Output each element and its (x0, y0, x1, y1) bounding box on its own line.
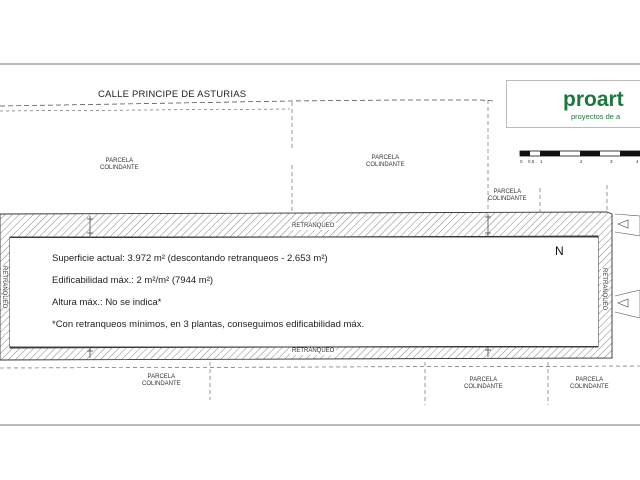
scale-tick: 0 (520, 159, 523, 164)
setback-label-left: RETRANQUEO (1, 266, 7, 309)
logo-tagline: proyectos de a (571, 112, 621, 121)
street-boundary-line (0, 100, 495, 106)
info-note: *Con retranqueos mínimos, en 3 plantas, conseguimos edificabilidad máx. (52, 319, 365, 330)
street-name: CALLE PRINCIPE DE ASTURIAS (98, 89, 247, 100)
scale-tick: 4 (636, 159, 639, 164)
scale-tick: 0,5 (528, 159, 535, 164)
logo-brand: proart (563, 88, 624, 111)
scale-tick: 3 (610, 159, 613, 164)
setback-label-top: RETRANQUEO (292, 223, 335, 229)
info-height: Altura máx.: No se indica* (52, 297, 162, 308)
parcel-top-left: PARCELA COLINDANTE (100, 158, 139, 171)
info-buildability: Edificabilidad máx.: 2 m²/m² (7944 m²) (52, 275, 214, 286)
setback-label-right: RETRANQUEO (601, 268, 607, 311)
scale-bar (520, 151, 640, 156)
info-panel (10, 238, 598, 346)
parcel-top-right: PARCELA COLINDANTE (488, 189, 527, 202)
setback-label-bottom: RETRANQUEO (292, 348, 335, 354)
scale-tick: 2 (580, 159, 583, 164)
parcel-bottom-left: PARCELA COLINDANTE (142, 374, 181, 387)
north-label: N (555, 244, 564, 258)
parcel-bottom-right: PARCELA COLINDANTE (570, 377, 609, 390)
company-logo (506, 80, 640, 128)
parcel-top-center: PARCELA COLINDANTE (366, 155, 405, 168)
parcel-bottom-center: PARCELA COLINDANTE (464, 377, 503, 390)
scale-tick: 1 (540, 159, 543, 164)
info-surface: Superficie actual: 3.972 m² (descontando retranqueos - 2.653 m²) (52, 253, 328, 264)
